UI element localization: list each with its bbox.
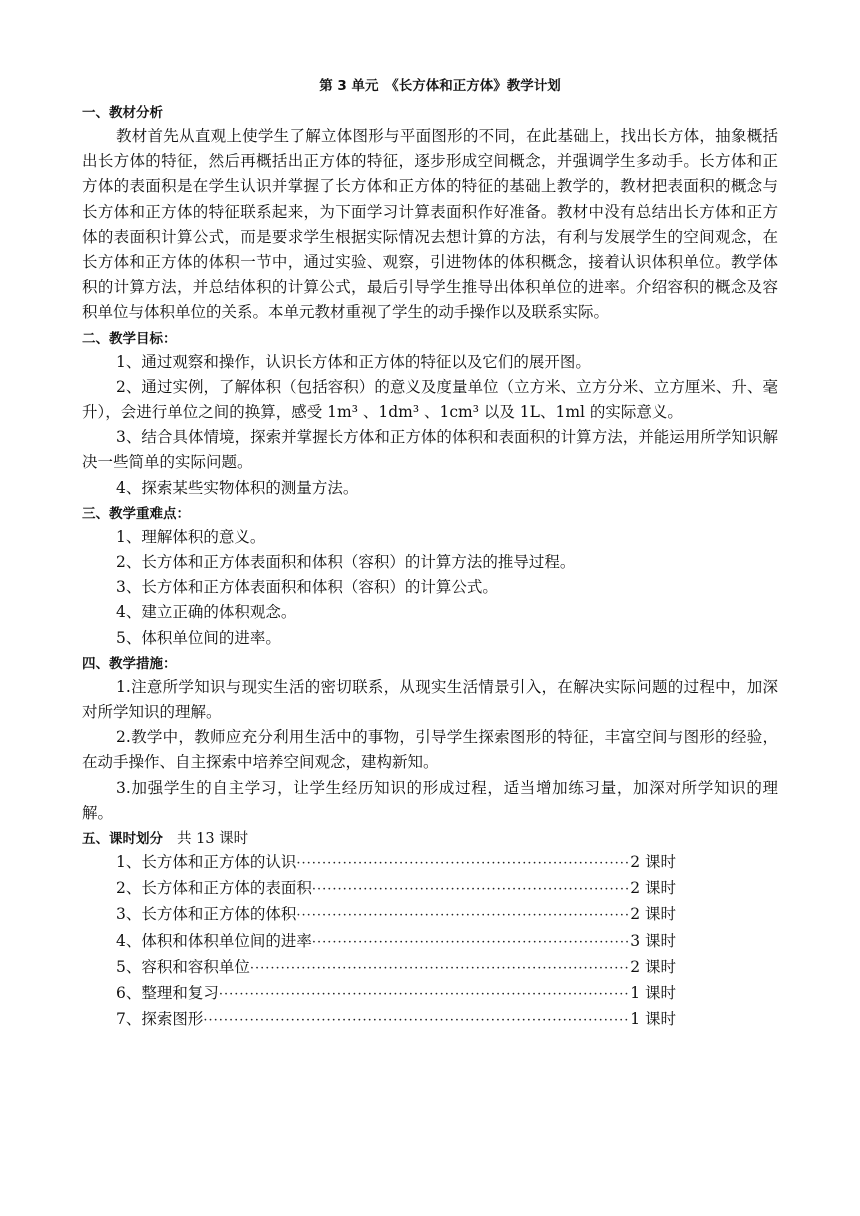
section-heading — [82, 828, 778, 850]
section-heading: 一、教材分析 — [82, 105, 163, 121]
section-heading-label: 五、课时划分 — [82, 831, 163, 848]
schedule-label: 1、长方体和正方体的认识 — [116, 853, 297, 872]
schedule-hours: 2 课时 — [630, 853, 676, 872]
list-item: 5、体积单位间的进率。 — [116, 628, 281, 647]
schedule-label: 7、探索图形 — [116, 1010, 204, 1029]
list-item: 1、理解体积的意义。 — [116, 527, 266, 546]
section-teaching-goals — [82, 328, 778, 501]
document-page — [82, 76, 778, 1034]
list-item: 2、通过实例，了解体积（包括容积）的意义及度量单位（立方米、立方分米、立方厘米、升、毫升），会进行单位之间的换算，感受 1m³ 、1dm³ 、1cm³ 以及 1L、1ml 的实际意义。 — [82, 377, 778, 422]
list-item: 3.加强学生的自主学习，让学生经历知识的形成过程，适当增加练习量，加深对所学知识的理解。 — [82, 778, 778, 822]
dot-leader — [312, 877, 630, 902]
schedule-hours: 1 课时 — [630, 1010, 676, 1029]
list-item: 3、结合具体情境，探索并掌握长方体和正方体的体积和表面积的计算方法，并能运用所学知识解决一些简单的实际问题。 — [82, 428, 778, 472]
schedule-row — [82, 876, 676, 902]
dot-leader — [219, 982, 630, 1007]
schedule-hours: 2 课时 — [630, 957, 676, 976]
schedule-row — [82, 955, 676, 981]
section-heading: 二、教学目标： — [82, 330, 177, 347]
dot-leader — [203, 1008, 630, 1033]
dot-leader — [296, 851, 630, 876]
schedule-row — [82, 929, 676, 955]
section-key-difficulties — [82, 503, 778, 651]
dot-leader — [296, 903, 630, 928]
section-lesson-schedule — [82, 828, 778, 1033]
total-lessons: 共 13 课时 — [177, 831, 249, 848]
dot-leader — [312, 930, 630, 955]
dot-leader — [250, 956, 630, 981]
schedule-hours: 3 课时 — [630, 931, 676, 950]
section-teaching-measures — [82, 653, 778, 826]
schedule-hours: 2 课时 — [630, 879, 676, 898]
list-item: 4、建立正确的体积观念。 — [116, 603, 297, 622]
list-item: 2、长方体和正方体表面积和体积（容积）的计算方法的推导过程。 — [116, 553, 576, 572]
schedule-label: 2、长方体和正方体的表面积 — [116, 879, 312, 898]
section-heading: 三、教学重难点： — [82, 505, 190, 522]
list-item: 3、长方体和正方体表面积和体积（容积）的计算公式。 — [116, 578, 498, 597]
schedule-row — [82, 1007, 676, 1033]
section-paragraph: 教材首先从直观上使学生了解立体图形与平面图形的不同，在此基础上，找出长方体，抽象概括出长方体的特征，然后再概括出正方体的特征，逐步形成空间概念，并强调学生多动手。长方体和正方体的表面积是在学生认识并掌握了长方体和正方体的特征的基础上教学的，教材把表面积的概念与长方体和正方体的特征联系起来，为下面学习计算表面积作好准备。教材中没有总结出长方体和正方体的表面积计算公式，而是要求学生根据实际情况去想计算的方法，有利与发展学生的空间观念，在长方体和正方体的体积一节中，通过实验、观察，引进物体的体积概念，接着认识体积单位。教学体积的计算方法，并总结体积的计算公式，最后引导学生推导出体积单位的进率。介绍容积的概念及容积单位与体积单位的关系。本单元教材重视了学生的动手操作以及联系实际。 — [82, 127, 778, 322]
schedule-label: 3、长方体和正方体的体积 — [116, 905, 297, 924]
schedule-label: 4、体积和体积单位间的进率 — [116, 931, 312, 950]
section-textbook-analysis — [82, 102, 778, 326]
schedule-row — [82, 850, 676, 876]
list-item: 1、通过观察和操作，认识长方体和正方体的特征以及它们的展开图。 — [116, 352, 591, 371]
schedule-label: 6、整理和复习 — [116, 984, 219, 1003]
list-item: 1.注意所学知识与现实生活的密切联系，从现实生活情景引入，在解决实际问题的过程中，加深对所学知识的理解。 — [82, 677, 778, 722]
list-item: 2.教学中，教师应充分利用生活中的事物，引导学生探索图形的特征，丰富空间与图形的经验，在动手操作、自主探索中培养空间观念，建构新知。 — [82, 728, 778, 772]
section-heading: 四、教学措施： — [82, 655, 177, 672]
schedule-hours: 2 课时 — [630, 905, 676, 924]
schedule-row — [82, 902, 676, 928]
schedule-label: 5、容积和容积单位 — [116, 957, 250, 976]
schedule-row — [82, 981, 676, 1007]
list-item: 4、探索某些实物体积的测量方法。 — [116, 478, 359, 497]
page-title: 第 3 单元 《长方体和正方体》教学计划 — [319, 78, 561, 94]
schedule-hours: 1 课时 — [630, 984, 676, 1003]
